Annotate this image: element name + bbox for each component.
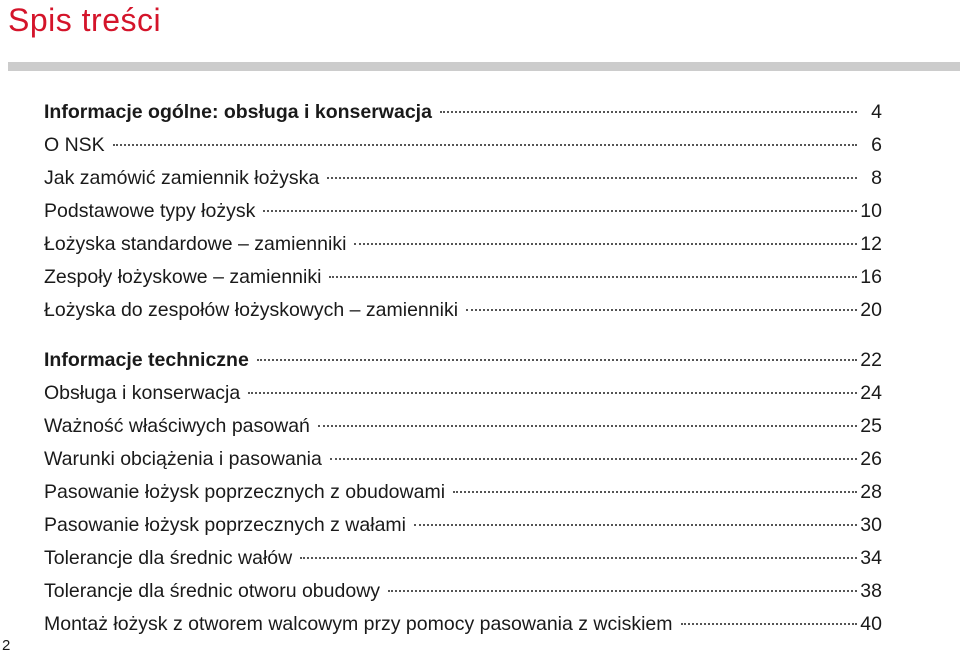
toc-entry-label: Łożyska standardowe – zamienniki	[44, 233, 347, 255]
toc-entry-label: Informacje techniczne	[44, 349, 249, 371]
toc-leader-dots	[329, 276, 857, 278]
section-spacer	[44, 327, 882, 344]
toc-leader-dots	[257, 359, 857, 361]
toc-entry-page: 20	[860, 299, 882, 321]
toc-entry-page: 34	[860, 547, 882, 569]
toc-entry-page: 10	[860, 200, 882, 222]
toc-entry-page: 30	[860, 514, 882, 536]
toc-entry[interactable]	[44, 96, 882, 129]
toc-entry-label: Obsługa i konserwacja	[44, 382, 241, 404]
toc-entry[interactable]	[44, 443, 882, 476]
toc-leader-dots	[681, 623, 857, 625]
toc-entry-page: 40	[860, 613, 882, 635]
table-of-contents	[44, 96, 882, 641]
toc-entry[interactable]	[44, 261, 882, 294]
toc-entry-label: Ważność właściwych pasowań	[44, 415, 310, 437]
toc-leader-dots	[354, 243, 857, 245]
toc-leader-dots	[263, 210, 857, 212]
toc-entry-label: Pasowanie łożysk poprzecznych z obudowami	[44, 481, 446, 503]
toc-entry[interactable]	[44, 377, 882, 410]
toc-entry-label: Montaż łożysk z otworem walcowym przy pomocy pasowania z wciskiem	[44, 613, 673, 635]
toc-entry[interactable]	[44, 294, 882, 327]
toc-entry[interactable]	[44, 476, 882, 509]
toc-entry-page: 16	[860, 266, 882, 288]
toc-entry-page: 25	[860, 415, 882, 437]
toc-entry-label: Warunki obciążenia i pasowania	[44, 448, 322, 470]
page-number: 2	[2, 637, 11, 654]
toc-entry-label: Tolerancje dla średnic otworu obudowy	[44, 580, 381, 602]
toc-entry[interactable]	[44, 509, 882, 542]
toc-leader-dots	[113, 144, 857, 146]
toc-entry-label: Podstawowe typy łożysk	[44, 200, 256, 222]
toc-leader-dots	[466, 309, 857, 311]
toc-entry-label: Zespoły łożyskowe – zamienniki	[44, 266, 322, 288]
toc-entry-label: Łożyska do zespołów łożyskowych – zamienniki	[44, 299, 459, 321]
toc-leader-dots	[453, 491, 857, 493]
toc-entry[interactable]	[44, 542, 882, 575]
toc-leader-dots	[388, 590, 857, 592]
toc-entry[interactable]	[44, 162, 882, 195]
toc-leader-dots	[440, 111, 857, 113]
toc-entry-page: 8	[871, 167, 882, 189]
toc-leader-dots	[318, 425, 857, 427]
toc-leader-dots	[327, 177, 857, 179]
toc-entry-page: 22	[860, 349, 882, 371]
toc-entry[interactable]	[44, 575, 882, 608]
toc-entry-page: 28	[860, 481, 882, 503]
toc-entry-label: O NSK	[44, 134, 105, 156]
toc-leader-dots	[414, 524, 857, 526]
toc-leader-dots	[300, 557, 857, 559]
toc-entry-page: 4	[871, 101, 882, 123]
toc-entry-page: 12	[860, 233, 882, 255]
toc-leader-dots	[330, 458, 857, 460]
toc-entry-page: 24	[860, 382, 882, 404]
toc-entry[interactable]	[44, 129, 882, 162]
toc-entry-label: Informacje ogólne: obsługa i konserwacja	[44, 101, 432, 123]
toc-entry-label: Pasowanie łożysk poprzecznych z wałami	[44, 514, 406, 536]
toc-entry-page: 26	[860, 448, 882, 470]
page-title: Spis treści	[8, 2, 162, 38]
toc-entry[interactable]	[44, 228, 882, 261]
toc-entry-page: 6	[871, 134, 882, 156]
toc-entry-page: 38	[860, 580, 882, 602]
toc-leader-dots	[248, 392, 857, 394]
toc-entry[interactable]	[44, 344, 882, 377]
toc-entry-label: Jak zamówić zamiennik łożyska	[44, 167, 320, 189]
title-divider	[8, 62, 960, 71]
toc-entry-label: Tolerancje dla średnic wałów	[44, 547, 293, 569]
toc-entry[interactable]	[44, 410, 882, 443]
toc-entry[interactable]	[44, 608, 882, 641]
toc-entry[interactable]	[44, 195, 882, 228]
